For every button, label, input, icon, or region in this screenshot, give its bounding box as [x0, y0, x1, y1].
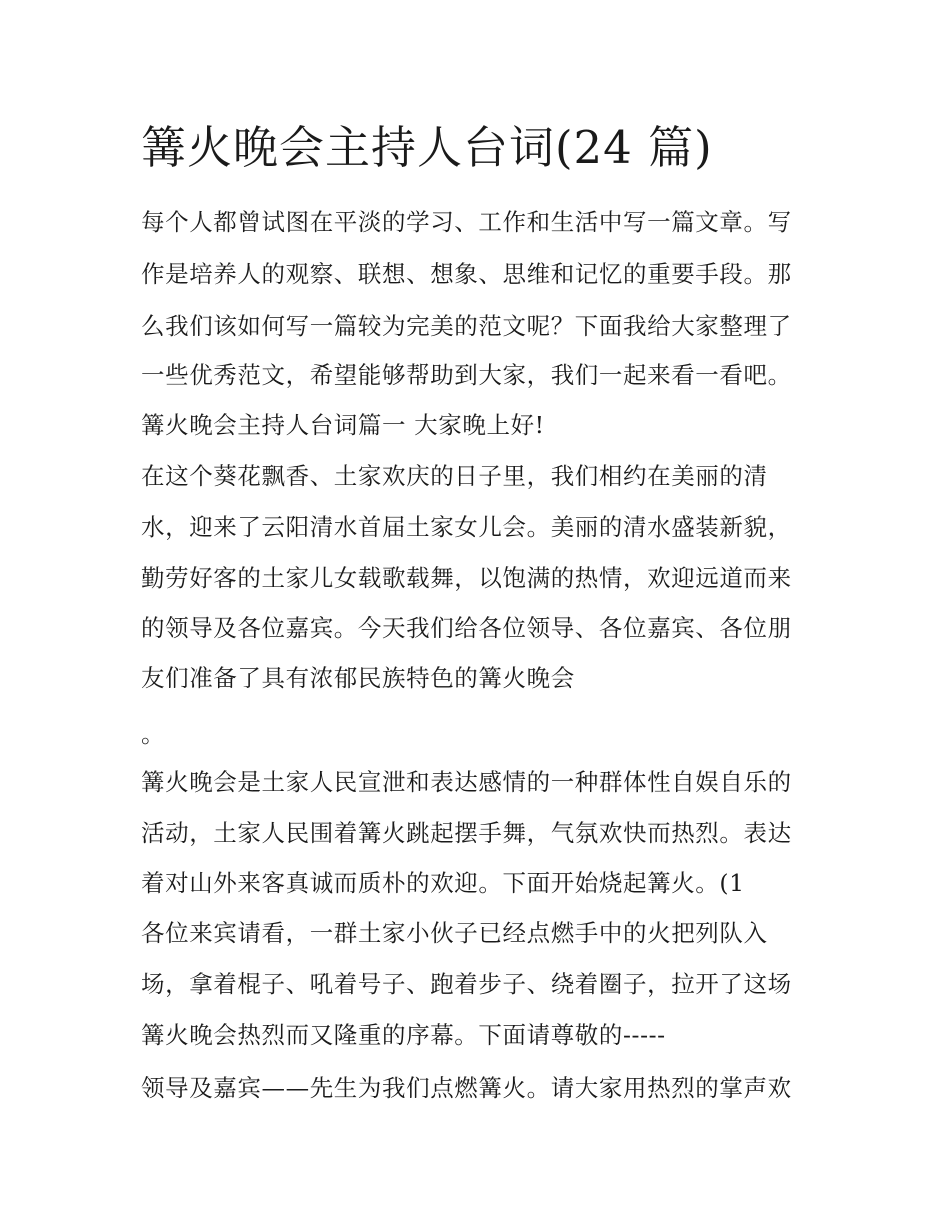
body-line: 的领导及各位嘉宾。今天我们给各位领导、各位嘉宾、各位朋 [141, 614, 792, 642]
body-line: 每个人都曾试图在平淡的学习、工作和生活中写一篇文章。写 [141, 208, 792, 236]
body-line: 着对山外来客真诚而质朴的欢迎。下面开始烧起篝火。(1 [141, 869, 745, 897]
body-line: 各位来宾请看，一群土家小伙子已经点燃手中的火把列队入 [141, 919, 768, 947]
body-line: 作是培养人的观察、联想、想象、思维和记忆的重要手段。那 [141, 260, 792, 288]
body-line: 水，迎来了云阳清水首届土家女儿会。美丽的清水盛装新貌， [141, 513, 792, 541]
document-title: 篝火晚会主持人台词(24 篇) [141, 121, 713, 174]
body-line: 活动，土家人民围着篝火跳起摆手舞，气氛欢快而热烈。表达 [141, 819, 792, 847]
body-line: 一些优秀范文，希望能够帮助到大家，我们一起来看一看吧。 [141, 361, 792, 389]
body-line: 勤劳好客的土家儿女载歌载舞，以饱满的热情，欢迎远道而来 [141, 564, 792, 592]
body-line: 。 [141, 720, 166, 748]
body-line: 么我们该如何写一篇较为完美的范文呢？下面我给大家整理了 [141, 312, 792, 340]
body-line: 领导及嘉宾——先生为我们点燃篝火。请大家用热烈的掌声欢 [141, 1074, 792, 1102]
body-line: 篝火晚会热烈而又隆重的序幕。下面请尊敬的----- [141, 1021, 666, 1049]
body-line: 篝火晚会是土家人民宣泄和表达感情的一种群体性自娱自乐的 [141, 768, 792, 796]
body-line: 友们准备了具有浓郁民族特色的篝火晚会 [141, 664, 575, 692]
body-line: 在这个葵花飘香、土家欢庆的日子里，我们相约在美丽的清 [141, 462, 768, 490]
body-line: 篝火晚会主持人台词篇一 大家晚上好! [141, 411, 545, 439]
body-line: 场，拿着棍子、吼着号子、跑着步子、绕着圈子，拉开了这场 [141, 970, 792, 998]
